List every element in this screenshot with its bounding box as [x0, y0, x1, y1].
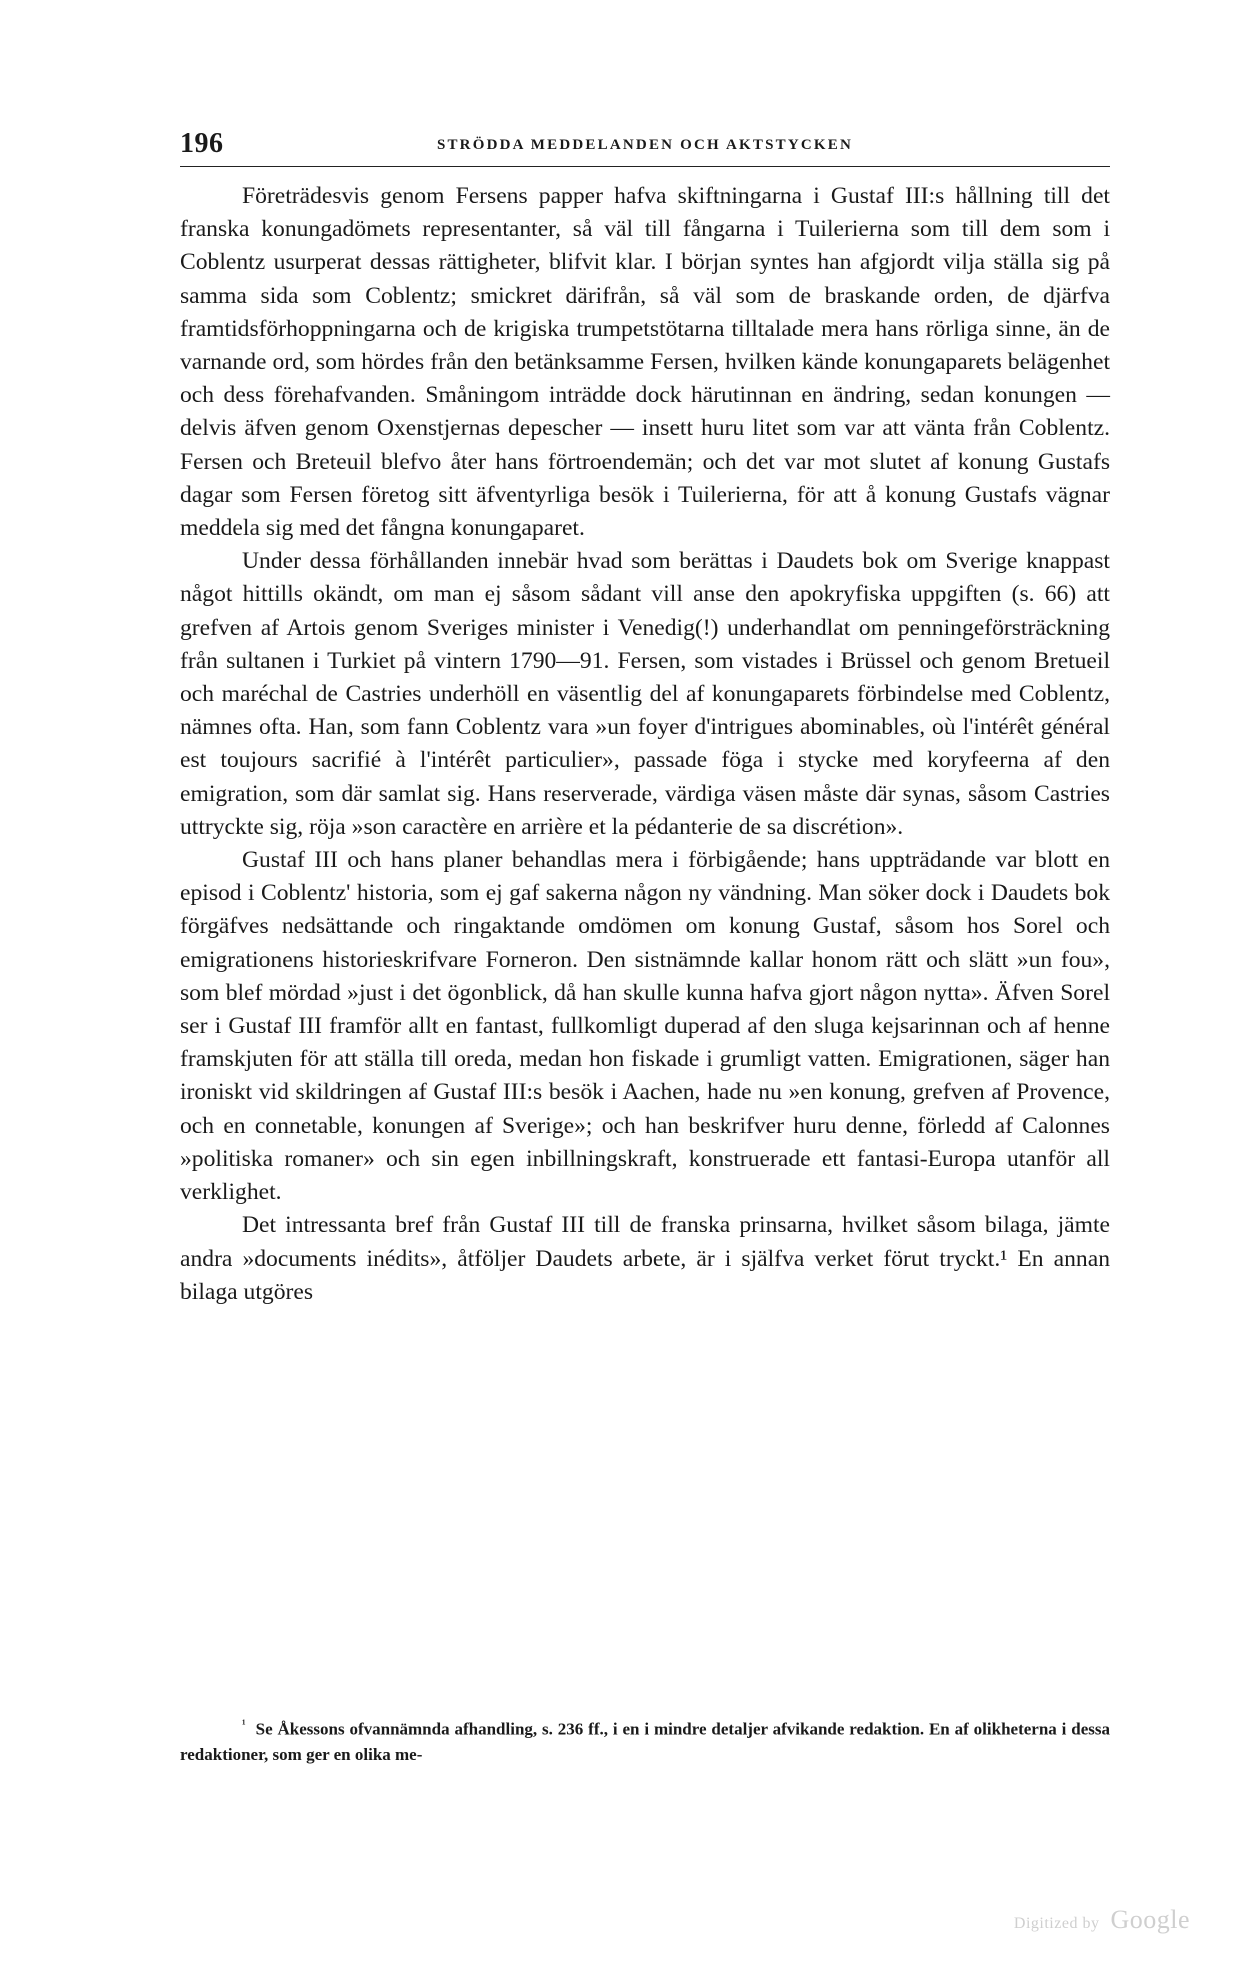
header-rule — [180, 166, 1110, 167]
paragraph-4: Det intressanta bref från Gustaf III till de franska prinsarna, hvilket såsom bilaga, jämte andra »documents inédits», åtföljer Daudets arbete, är i själfva verket förut tryckt.¹ En annan bilaga utgöres — [180, 1212, 1110, 1305]
page-header — [180, 128, 1110, 164]
page-number: 196 — [180, 128, 224, 159]
footnotes — [180, 1712, 1110, 1767]
footnote-1 — [180, 1712, 1110, 1767]
running-head: STRÖDDA MEDDELANDEN OCH AKTSTYCKEN — [436, 137, 854, 153]
watermark-brand: Google — [1110, 1905, 1190, 1934]
footnote-text: Se Åkessons ofvannämnda afhandling, s. 236 ff., i en i mindre detaljer afvikande redaktion. En af olikheterna i dessa redaktioner, som ger en olika me- — [180, 1719, 1110, 1764]
paragraph-2: Under dessa förhållanden innebär hvad som berättas i Daudets bok om Sverige knappast något hittills okändt, om man ej såsom sådant vill anse den apokryfiska uppgiften (s. 66) att grefven af Artois genom Sveriges minister i Venedig(!) underhandlat om penningeförsträckning från sultanen i Turkiet på vintern 1790—91. Fersen, som vistades i Brüssel och genom Bretueil och maréchal de Castries underhöll en väsentlig del af konungaparets förbindelse med Coblentz, nämnes ofta. Han, som fann Coblentz vara »un foyer d'intrigues abominables, où l'intérêt général est toujours sacrifié à l'intérêt particulier», passade föga i stycke med koryfeerna af den emigration, som där samlat sig. Hans reserverade, värdiga väsen måste där synas, såsom Castries uttryckte sig, röja »son caractère en arrière et la pédanterie de sa discrétion». — [180, 548, 1110, 840]
watermark-prefix: Digitized by — [1013, 1915, 1100, 1932]
paragraph-3: Gustaf III och hans planer behandlas mera i förbigående; hans uppträdande var blott en episod i Coblentz' historia, som ej gaf sakerna någon ny vändning. Man söker dock i Daudets bok förgäfves nedsättande och ringaktande omdömen om konung Gustaf, såsom hos Sorel och emigrationens historieskrifvare Forneron. Den sistnämnde kallar honom rätt och slätt »un fou», som blef mördad »just i det ögonblick, då han skulle kunna hafva gjort någon nytta». Äfven Sorel ser i Gustaf III framför allt en fantast, fullkomligt duperad af den sluga kejsarinnan och af henne framskjuten för att ställa till oreda, medan hon fiskade i grumligt vatten. Emigrationen, säger han ironiskt vid skildringen af Gustaf III:s besök i Aachen, hade nu »en konung, grefven af Provence, och en connetable, konungen af Sverige»; och han beskrifver huru denne, förledd af Calonnes »politiska romaner» och sin egen inbillningskraft, konstruerade ett fantasi-Europa utanför all verklighet. — [180, 847, 1110, 1206]
footnote-mark: ¹ — [242, 1717, 246, 1731]
google-watermark — [1014, 1905, 1190, 1935]
paragraph-1: Företrädesvis genom Fersens papper hafva skiftningarna i Gustaf III:s hållning till det franska konungadömets representanter, så väl till fångarna i Tuilerierna som till dem som i Coblentz usurperat dessas rättigheter, blifvit klar. I början syntes han afgjordt vilja ställa sig på samma sida som Coblentz; smickret därifrån, så väl som de braskande orden, de djärfva framtidsförhoppningarna och de krigiska trumpetstötarna tilltalade mera hans rörliga sinne, än de varnande ord, som hördes från den betänksamme Fersen, hvilken kände konungaparets belägenhet och dess förehafvanden. Småningom inträdde dock härutinnan en ändring, sedan konungen — delvis äfven genom Oxenstjernas depescher — insett huru litet som var att vänta från Coblentz. Fersen och Breteuil blefvo åter hans förtroendemän; och det var mot slutet af konung Gustafs dagar som Fersen företog sitt äfventyrliga besök i Tuilerierna, för att å konung Gustafs vägnar meddela sig med det fångna konungaparet. — [180, 183, 1110, 542]
body-text — [180, 180, 1110, 1309]
